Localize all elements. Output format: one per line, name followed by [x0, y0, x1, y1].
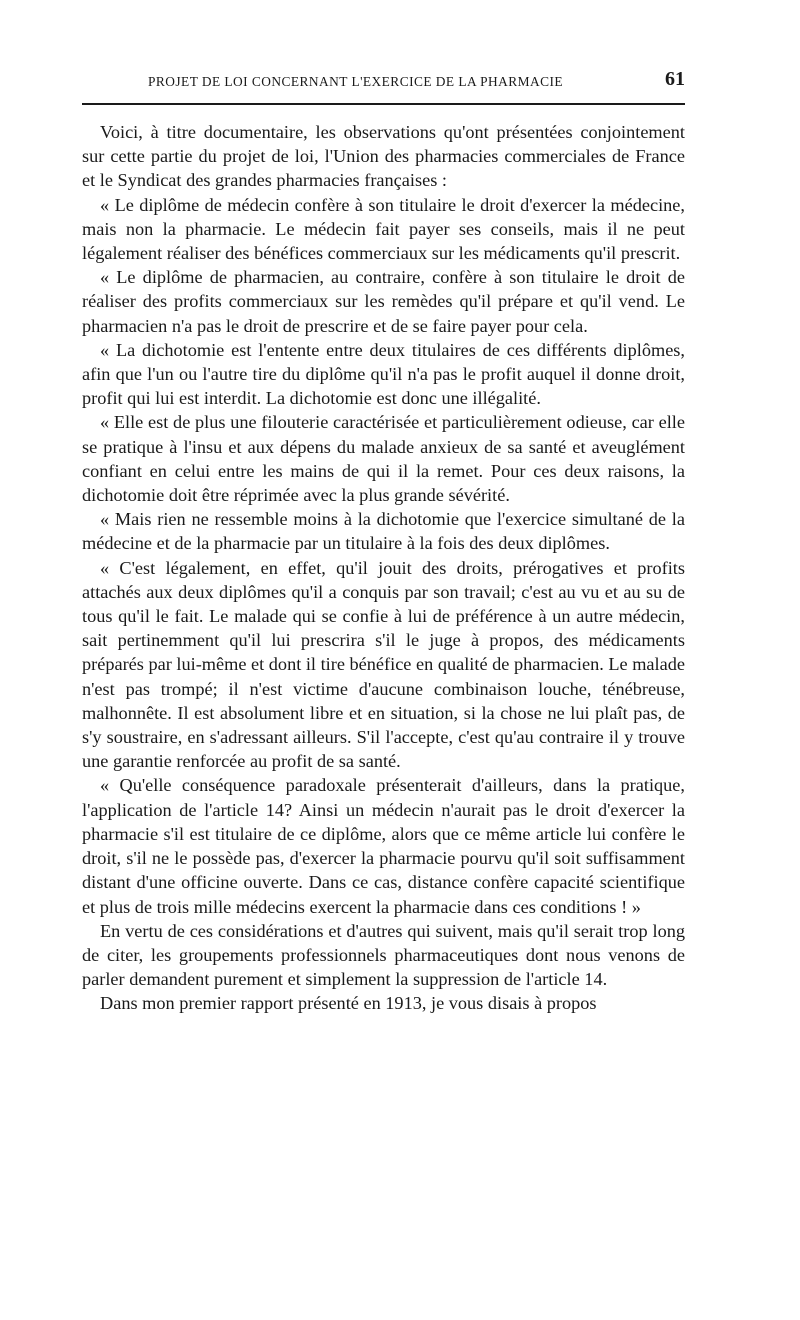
- paragraph: « Qu'elle conséquence paradoxale présenterait d'ailleurs, dans la pratique, l'application de l'article 14? Ainsi un médecin n'aurait pas le droit d'exercer la pharmacie s'il est titulaire de ce diplôme, alors que ce même article lui confère le droit, s'il ne le possède pas, d'exercer la pharmacie pourvu qu'il soit suffisamment distant d'une officine ouverte. Dans ce cas, distance confère capacité scientifique et plus de trois mille médecins exercent la pharmacie dans ces conditions ! »: [82, 775, 685, 917]
- paragraph: Dans mon premier rapport présenté en 1913, je vous disais à propos: [100, 993, 597, 1014]
- page-number: 61: [665, 68, 685, 90]
- paragraph: Voici, à titre documentaire, les observations qu'ont présentées conjointement sur cette partie du projet de loi, l'Union des pharmacies commerciales de France et le Syndicat des grandes pharmacies françaises :: [82, 122, 685, 191]
- running-title: PROJET DE LOI CONCERNANT L'EXERCICE DE LA PHARMACIE: [148, 74, 564, 89]
- paragraph: « La dichotomie est l'entente entre deux titulaires de ces différents diplômes, afin que l'un ou l'autre tire du diplôme qu'il n'a pas le profit auquel il donne droit, profit qui lui est interdit. La dichotomie est donc une illégalité.: [82, 339, 685, 409]
- paragraph: « Le diplôme de pharmacien, au contraire, confère à son titulaire le droit de réaliser des profits commerciaux sur les remèdes qu'il prépare et qu'il vend. Le pharmacien n'a pas le droit de prescrire et de se faire payer pour cela.: [82, 267, 685, 336]
- header-rule: [82, 103, 685, 105]
- paragraph: En vertu de ces considérations et d'autres qui suivent, mais qu'il serait trop long de citer, les groupements professionnels pharmaceutiques dont nous venons de parler demandent purement et simplement la suppression de l'article 14.: [82, 920, 685, 990]
- paragraph: « Mais rien ne ressemble moins à la dichotomie que l'exercice simultané de la médecine et de la pharmacie par un titulaire à la fois des deux diplômes.: [82, 509, 685, 554]
- paragraph: « Elle est de plus une filouterie caractérisée et particulièrement odieuse, car elle se pratique à l'insu et aux dépens du malade anxieux de sa santé et aveuglément confiant en celui entre les mains de qui il la remet. Pour ces deux raisons, la dichotomie doit être réprimée avec la plus grande sévérité.: [82, 412, 685, 506]
- running-header: [82, 68, 685, 98]
- body-text: [82, 120, 685, 1016]
- paragraph: « Le diplôme de médecin confère à son titulaire le droit d'exercer la médecine, mais non la pharmacie. Le médecin fait payer ses conseils, mais il ne peut légalement réaliser des bénéfices commerciaux sur les médicaments qu'il prescrit.: [82, 194, 685, 264]
- paragraph: « C'est légalement, en effet, qu'il jouit des droits, prérogatives et profits attachés aux deux diplômes qu'il a conquis par son travail; c'est au vu et au su de tous qu'il le fait. Le malade qui se confie à lui de préférence à un autre médecin, sait pertinemment qu'il lui prescrira s'il le juge à propos, des médicaments préparés par lui-même et dont il tire bénéfice en qualité de pharmacien. Le malade n'est pas trompé; il n'est victime d'aucune combinaison louche, ténébreuse, malhonnête. Il est absolument libre et en situation, si la chose ne lui plaît pas, de s'y soustraire, en s'adressant ailleurs. S'il l'accepte, c'est qu'au contraire il y trouve une garantie renforcée au profit de sa santé.: [82, 557, 685, 772]
